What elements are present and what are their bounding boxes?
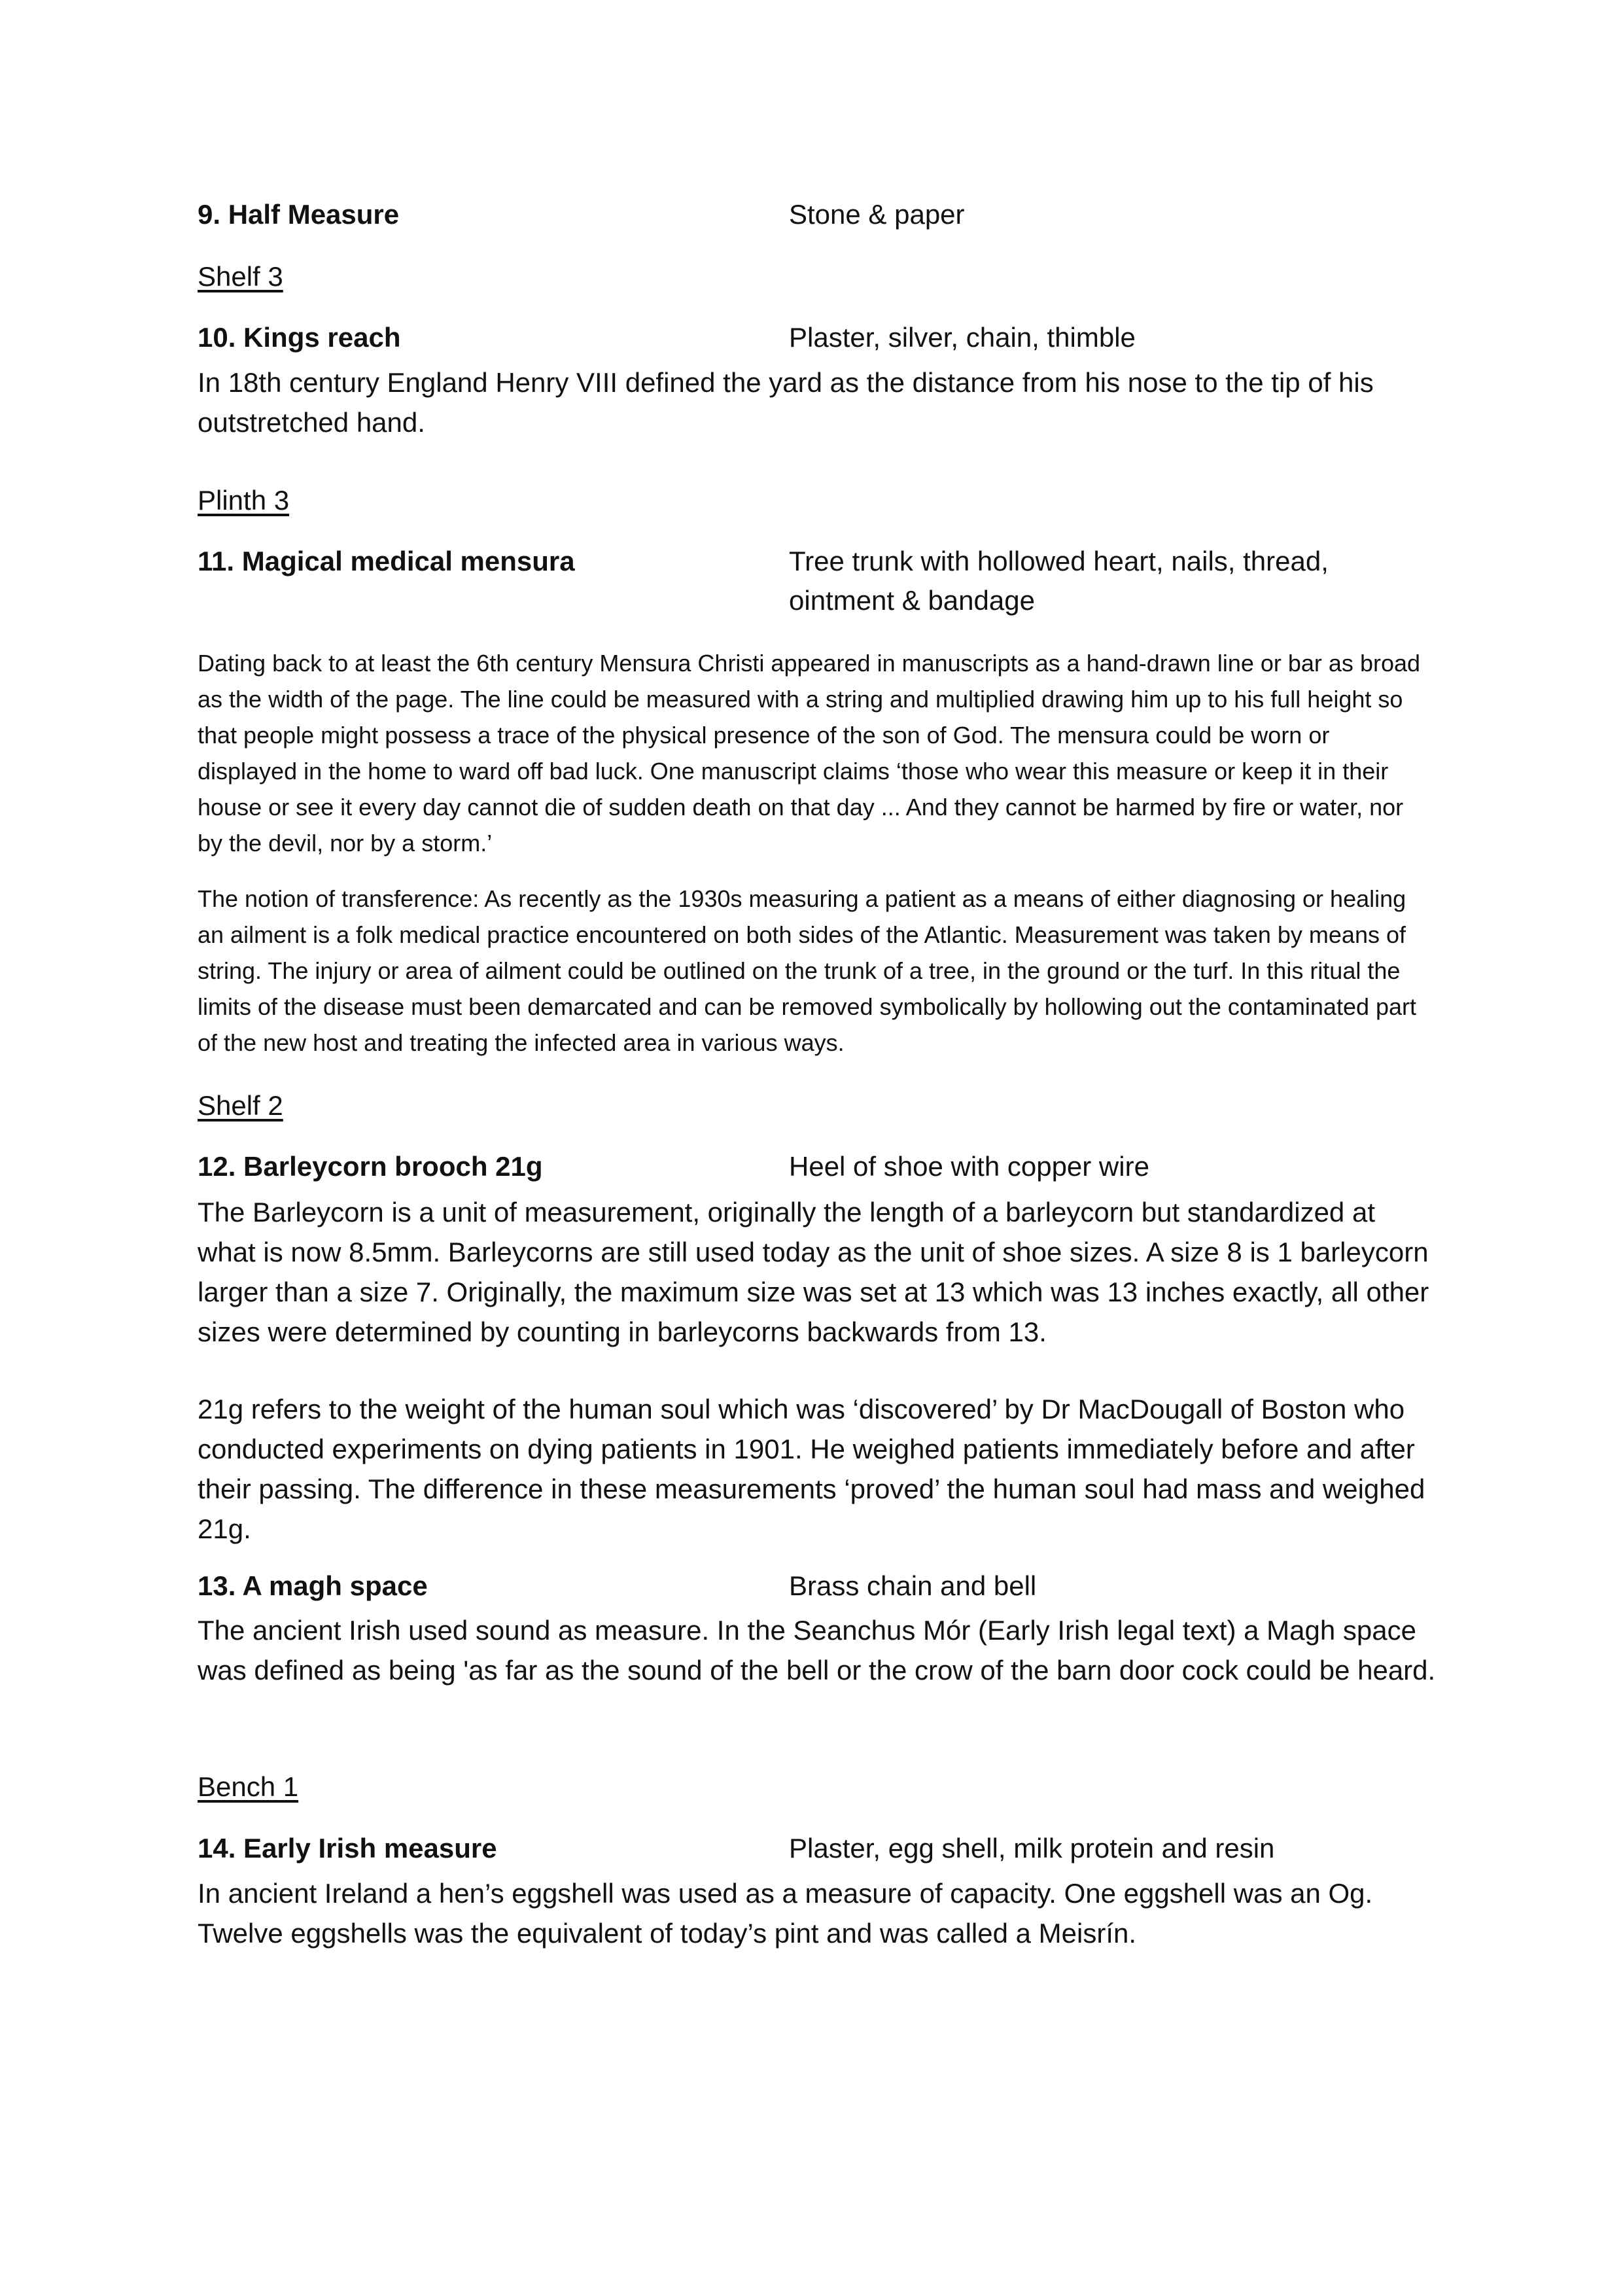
entry-description: The ancient Irish used sound as measure. In the Seanchus Mór (Early Irish legal text) a Magh space was defined as being 'as far as the sound of the bell or the crow of the barn door cock could be heard. xyxy=(198,1615,1436,1686)
entry-title: 9. Half Measure xyxy=(198,199,400,230)
section-label: Shelf 3 xyxy=(198,261,283,292)
entry-description: In 18th century England Henry VIII defined the yard as the distance from his nose to the tip of his outstretched hand. xyxy=(198,367,1374,438)
section-label: Plinth 3 xyxy=(198,485,290,516)
entry-description: The notion of transference: As recently as the 1930s measuring a patient as a means of either diagnosing or healing an ailment is a folk medical practice encountered on both sides of the Atlantic. Measurement was taken by means of string. The injury or area of ailment could be outlined on the trunk of a tree, in the ground or the turf. In this ritual the limits of the disease must been demarcated and can be removed symbolically by hollowing out the contaminated part of the new host and treating the infected area in various ways. xyxy=(198,885,1417,1056)
entry-title: 10. Kings reach xyxy=(198,322,401,353)
entry-title: 11. Magical medical mensura xyxy=(198,546,575,576)
entry-description: In ancient Ireland a hen’s eggshell was used as a measure of capacity. One eggshell was an Og. Twelve eggshells was the equivalent of today’s pint and was called a Meisrín. xyxy=(198,1878,1373,1949)
entry-title: 14. Early Irish measure xyxy=(198,1833,497,1863)
entry-description: Dating back to at least the 6th century Mensura Christi appeared in manuscripts as a hand-drawn line or bar as broad as the width of the page. The line could be measured with a string and multiplied drawing him up to his full height so that people might possess a trace of the physical presence of the son of God. The mensura could be worn or displayed in the home to ward off bad luck. One manuscript claims ‘those who wear this measure or keep it in their house or see it every day cannot die of sudden death on that day ... And they cannot be harmed by fire or water, nor by the devil, nor by a storm.’ xyxy=(198,650,1421,857)
entry-material: Tree trunk with hollowed heart, nails, thread, ointment & bandage xyxy=(789,546,1329,616)
entry-title: 13. A magh space xyxy=(198,1570,428,1601)
entry-description: 21g refers to the weight of the human soul which was ‘discovered’ by Dr MacDougall of Boston who conducted experiments on dying patients in 1901. He weighed patients immediately before and after their passing. The difference in these measurements ‘proved’ the human soul had mass and weighed 21g. xyxy=(198,1394,1425,1544)
entry-material: Stone & paper xyxy=(789,199,965,230)
entry-material: Brass chain and bell xyxy=(789,1570,1037,1601)
entry-description: The Barleycorn is a unit of measurement, originally the length of a barleycorn but standardized at what is now 8.5mm. Barleycorns are still used today as the unit of shoe sizes. A size 8 is 1 barleycorn larger than a size 7. Originally, the maximum size was set at 13 which was 13 inches exactly, all other sizes were determined by counting in barleycorns backwards from 13. xyxy=(198,1197,1429,1347)
section-label: Bench 1 xyxy=(198,1771,299,1802)
entry-material: Plaster, egg shell, milk protein and resin xyxy=(789,1833,1275,1863)
entry-title: 12. Barleycorn brooch 21g xyxy=(198,1151,543,1182)
entry-material: Plaster, silver, chain, thimble xyxy=(789,322,1136,353)
entry-material: Heel of shoe with copper wire xyxy=(789,1151,1149,1182)
section-label: Shelf 2 xyxy=(198,1090,283,1121)
